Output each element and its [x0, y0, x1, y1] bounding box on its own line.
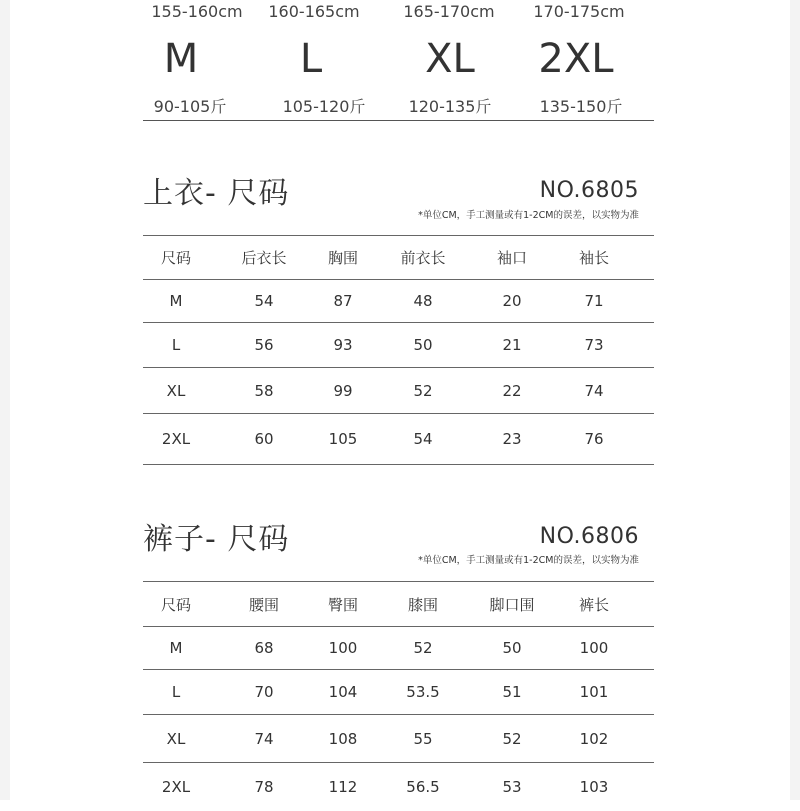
table-cell: 55 [413, 729, 433, 748]
size-letter: M [163, 36, 199, 82]
column-header: 裤长 [578, 595, 609, 614]
table-cell: 93 [333, 336, 353, 354]
table-cell: 74 [254, 729, 274, 748]
size-height: 165-170cm [403, 2, 495, 21]
table-cell: 52 [502, 729, 522, 748]
size-height: 170-175cm [533, 2, 625, 21]
table-row [143, 715, 654, 763]
table-cell: 56 [254, 336, 274, 354]
size-weight: 105-120斤 [282, 97, 366, 116]
table-cell: 103 [579, 778, 609, 796]
table-row [143, 368, 654, 414]
table-cell: 21 [502, 336, 522, 354]
table-cell: L [171, 336, 181, 354]
table-row [143, 280, 654, 323]
top-measure-note: *单位CM，手工测量或有1-2CM的误差，以实物为准 [418, 210, 639, 221]
table-cell: 101 [579, 683, 609, 701]
table-header-row [143, 235, 654, 280]
table-cell: 2XL [161, 778, 191, 796]
column-header: 膝围 [407, 595, 438, 614]
size-weight: 90-105斤 [153, 97, 227, 116]
table-cell: 76 [584, 430, 604, 448]
table-cell: 2XL [161, 430, 191, 448]
column-header: 尺码 [160, 249, 191, 267]
table-row [143, 627, 654, 670]
table-cell: 60 [254, 430, 274, 448]
divider [143, 120, 654, 121]
table-cell: 54 [254, 292, 274, 310]
table-cell: M [169, 639, 183, 657]
right-margin [790, 0, 800, 800]
column-header: 前衣长 [400, 249, 446, 267]
table-cell: 48 [413, 292, 433, 310]
table-cell: 102 [579, 729, 609, 748]
table-cell: 71 [584, 292, 604, 310]
column-header: 袖口 [496, 249, 527, 267]
size-letter: 2XL [538, 36, 614, 82]
size-weight: 135-150斤 [539, 97, 623, 116]
table-cell: 100 [328, 639, 358, 657]
top-section-title: 上衣- 尺码 [143, 176, 290, 211]
table-cell: 100 [579, 639, 609, 657]
column-header: 臀围 [327, 595, 358, 614]
column-header: 后衣长 [241, 249, 287, 267]
top-product-number: NO.6805 [539, 178, 639, 203]
column-header: 袖长 [578, 249, 609, 267]
table-cell: 53 [502, 778, 522, 796]
top-size-table [143, 235, 654, 465]
table-cell: 50 [502, 639, 522, 657]
table-cell: 70 [254, 683, 274, 701]
table-row [143, 414, 654, 465]
size-letter: L [299, 36, 323, 82]
table-cell: 58 [254, 381, 274, 400]
table-cell: 112 [328, 778, 358, 796]
table-cell: 53.5 [406, 683, 440, 701]
pants-product-number: NO.6806 [539, 524, 639, 549]
table-cell: 20 [502, 292, 522, 310]
column-header: 尺码 [160, 595, 191, 614]
column-header: 腰围 [248, 595, 279, 614]
table-cell: 52 [413, 381, 433, 400]
table-row [143, 763, 654, 811]
left-margin [0, 0, 10, 800]
table-cell: 50 [413, 336, 433, 354]
table-cell: 104 [328, 683, 358, 701]
size-height: 155-160cm [151, 2, 243, 21]
table-cell: 74 [584, 381, 604, 400]
column-header: 脚口围 [489, 595, 535, 614]
table-cell: 108 [328, 729, 358, 748]
table-cell: 51 [502, 683, 522, 701]
column-header: 胸围 [327, 249, 358, 267]
table-cell: XL [166, 381, 186, 400]
table-cell: 73 [584, 336, 604, 354]
size-height: 160-165cm [268, 2, 360, 21]
table-row [143, 670, 654, 715]
table-cell: 99 [333, 381, 353, 400]
pants-size-table [143, 581, 654, 811]
table-cell: 105 [328, 430, 358, 448]
table-cell: 78 [254, 778, 274, 796]
table-cell: 23 [502, 430, 522, 448]
table-cell: L [171, 683, 181, 701]
size-letter: XL [425, 36, 475, 82]
table-cell: 56.5 [406, 778, 440, 796]
table-cell: XL [166, 729, 186, 748]
table-header-row [143, 581, 654, 627]
table-cell: M [169, 292, 183, 310]
table-row [143, 323, 654, 368]
table-cell: 87 [333, 292, 353, 310]
table-cell: 54 [413, 430, 433, 448]
size-weight: 120-135斤 [408, 97, 492, 116]
pants-section-title: 裤子- 尺码 [143, 522, 290, 557]
table-cell: 68 [254, 639, 274, 657]
table-cell: 52 [413, 639, 433, 657]
pants-measure-note: *单位CM，手工测量或有1-2CM的误差，以实物为准 [418, 555, 639, 566]
table-cell: 22 [502, 381, 522, 400]
